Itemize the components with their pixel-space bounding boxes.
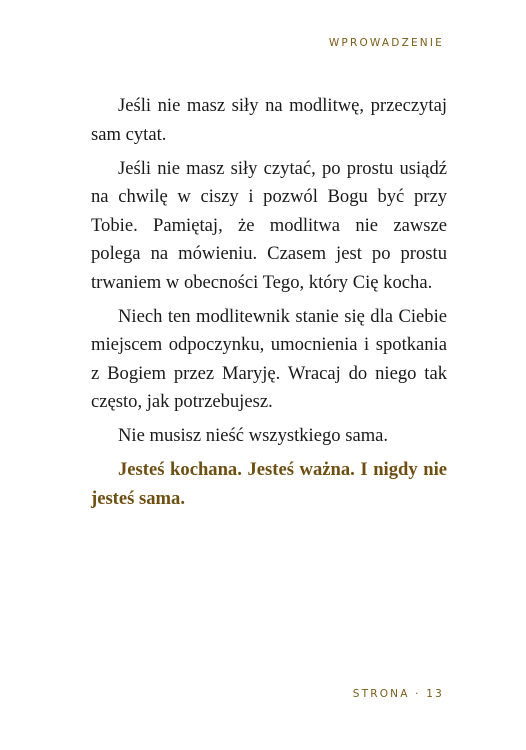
paragraph-silence: Jeśli nie masz siły czytać, po prostu usiądź na chwilę w ciszy i pozwól Bogu być przy Tobie. Pamiętaj, że modlitwa nie zawsze polega na mówieniu. Czasem jest po prostu trwaniem w obecności Tego, który Cię kocha. — [91, 157, 447, 293]
body-text — [91, 92, 447, 519]
running-header: WPROWADZENIE — [328, 37, 444, 49]
paragraph-quote-only: Jeśli nie masz siły na modlitwę, przeczytaj sam cytat. — [91, 95, 447, 145]
paragraph-prayerbook-purpose: Niech ten modlitewnik stanie się dla Ciebie miejscem odpoczynku, umocnienia i spotkania z Bogiem przez Maryję. Wracaj do niego tak często, jak potrzebujesz. — [91, 305, 447, 412]
page-number: STRONA · 13 — [352, 688, 444, 700]
closing-affirmation: Jesteś kochana. Jesteś ważna. I nigdy nie jesteś sama. — [91, 459, 447, 509]
paragraph-not-alone-burden: Nie musisz nieść wszystkiego sama. — [118, 425, 389, 446]
